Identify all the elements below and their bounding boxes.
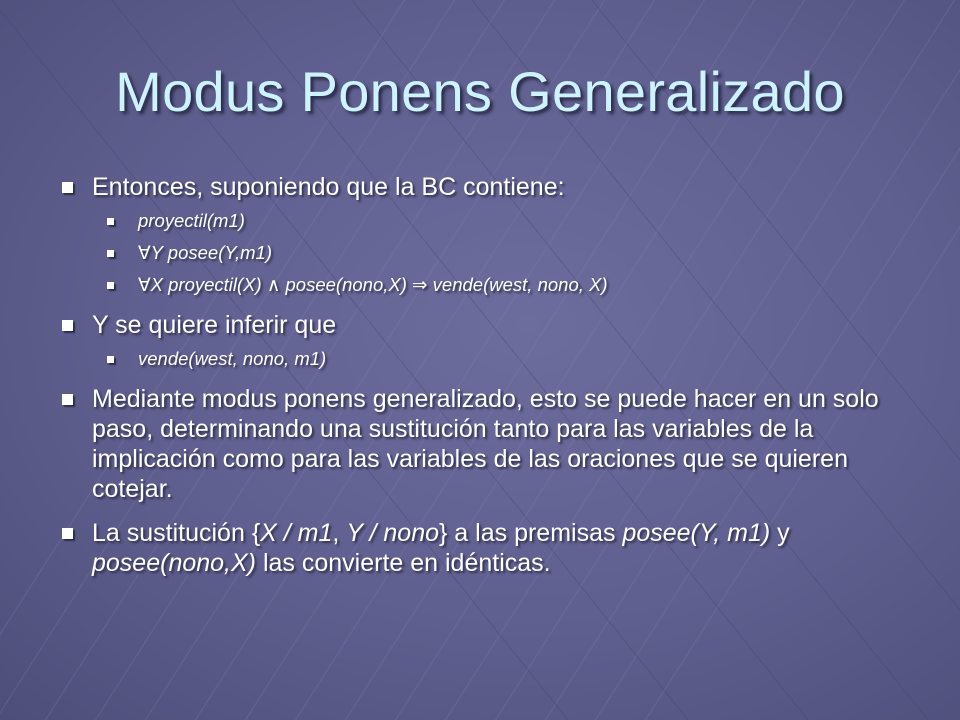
bullet-text-italic: posee(Y, m1)	[622, 519, 771, 547]
bullet-item	[58, 310, 918, 340]
sub-bullet-text: Y posee(Y,m1)	[150, 242, 273, 263]
sub-bullet-text: X proyectil(X)	[150, 274, 267, 295]
bullet-text-italic: X / m1	[260, 519, 333, 547]
square-bullet-icon	[107, 218, 114, 225]
square-bullet-icon	[107, 282, 114, 289]
sub-bullet-text: vende(west, nono, X)	[427, 274, 608, 295]
square-bullet-icon	[62, 182, 73, 193]
square-bullet-icon	[107, 356, 114, 363]
sub-bullet-item	[58, 240, 918, 266]
bullet-text-part: las convierte en idénticas.	[256, 549, 551, 577]
bullet-item	[58, 384, 918, 504]
forall-symbol: ∀	[138, 274, 151, 295]
sub-bullet-text: proyectil(m1)	[138, 210, 245, 231]
bullet-text-part: } a las premisas	[439, 519, 623, 547]
bullet-text-part: ,	[332, 519, 347, 547]
square-bullet-icon	[62, 528, 73, 539]
bullet-text: Mediante modus ponens generalizado, esto se puede hacer en un solo paso, determinando una sustitución tanto para las variables de la implicación como para las variables de las oraciones que se quieren cotejar.	[92, 385, 879, 503]
bullet-text: Entonces, suponiendo que la BC contiene:	[92, 173, 565, 201]
forall-symbol: ∀	[138, 242, 151, 263]
implies-symbol: ⇒	[412, 274, 428, 295]
slide-body	[58, 172, 918, 578]
square-bullet-icon	[107, 250, 114, 257]
bullet-text-part: La sustitución {	[92, 519, 261, 547]
and-symbol: ∧	[266, 274, 281, 295]
sub-bullet-item	[58, 208, 918, 234]
sub-bullet-text: posee(nono,X)	[280, 274, 413, 295]
sub-bullet-item	[58, 346, 918, 372]
bullet-text-italic: Y / nono	[346, 519, 440, 547]
square-bullet-icon	[62, 320, 73, 331]
slide-title: Modus Ponens Generalizado	[115, 60, 845, 123]
bullet-item	[58, 518, 918, 578]
bullet-text-part: y	[770, 519, 790, 547]
bullet-item	[58, 172, 918, 202]
sub-bullet-text: vende(west, nono, m1)	[138, 348, 327, 369]
sub-bullet-item	[58, 272, 918, 298]
bullet-text: Y se quiere inferir que	[92, 311, 337, 339]
bullet-text-italic: posee(nono,X)	[92, 549, 257, 577]
square-bullet-icon	[62, 394, 73, 405]
